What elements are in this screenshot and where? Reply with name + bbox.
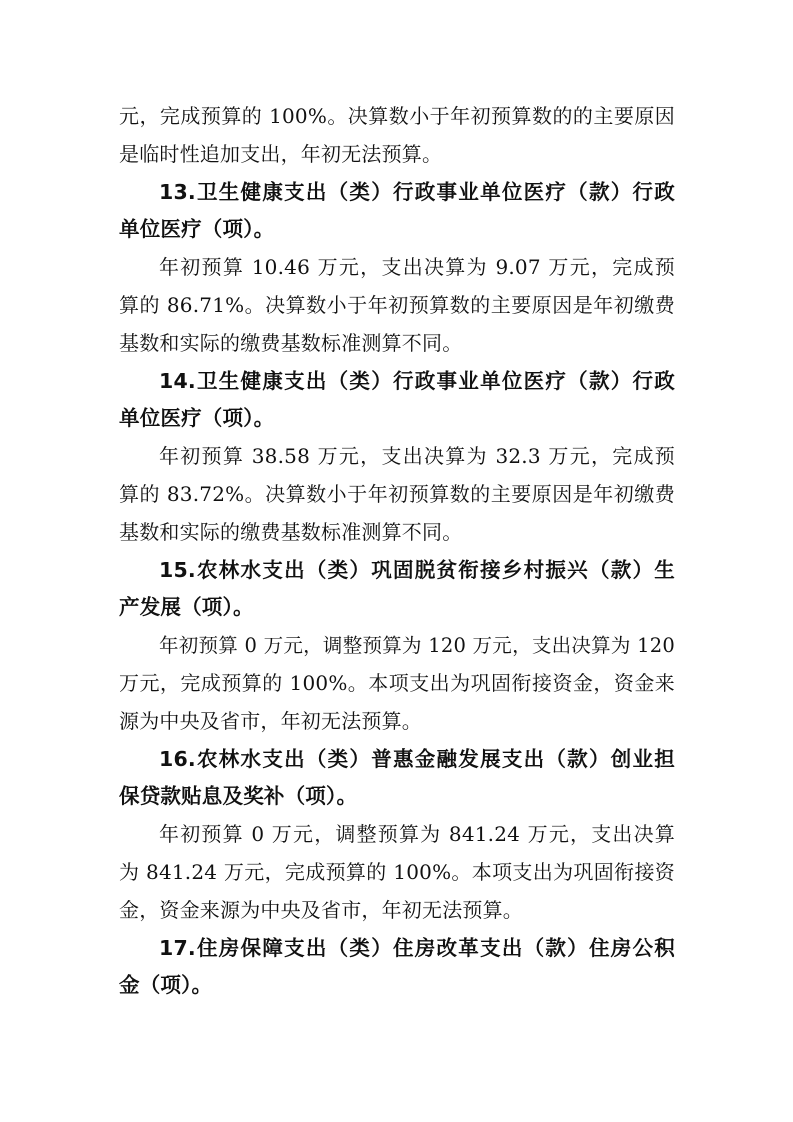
text-line: 源为中央及省市，年初无法预算。 <box>119 708 422 733</box>
text-line: 算的 83.72%。决算数小于年初预算数的主要原因是年初缴费 <box>119 481 675 506</box>
body-paragraph <box>119 249 675 362</box>
heading-line: 14.卫生健康支出（类）行政事业单位医疗（款）行政 <box>159 368 675 393</box>
heading-line: 13.卫生健康支出（类）行政事业单位医疗（款）行政 <box>159 179 675 204</box>
body-paragraph <box>119 627 675 740</box>
body-paragraph <box>119 438 675 551</box>
text-line: 年初预算 38.58 万元，支出决算为 32.3 万元，完成预 <box>159 444 675 469</box>
text-line: 基数和实际的缴费基数标准测算不同。 <box>119 330 463 355</box>
text-line: 算的 86.71%。决算数小于年初预算数的主要原因是年初缴费 <box>119 292 675 317</box>
text-line: 年初预算 0 万元，调整预算为 841.24 万元，支出决算 <box>159 822 675 847</box>
section-heading-17 <box>119 930 675 1006</box>
heading-line: 17.住房保障支出（类）住房改革支出（款）住房公积 <box>159 935 675 960</box>
heading-line: 产发展（项）。 <box>119 595 254 620</box>
text-line: 年初预算 0 万元，调整预算为 120 万元，支出决算为 120 <box>159 634 675 658</box>
section-heading-15 <box>119 552 675 628</box>
heading-line: 保贷款贴息及奖补（项）。 <box>119 784 358 809</box>
section-heading-13 <box>119 174 675 250</box>
text-line: 基数和实际的缴费基数标准测算不同。 <box>119 519 463 544</box>
text-line: 是临时性追加支出，年初无法预算。 <box>119 141 443 166</box>
text-line: 万元，完成预算的 100%。本项支出为巩固衔接资金，资金来 <box>119 670 675 695</box>
text-line: 为 841.24 万元，完成预算的 100%。本项支出为巩固衔接资 <box>119 859 675 884</box>
section-heading-16 <box>119 741 675 817</box>
text-line: 金，资金来源为中央及省市，年初无法预算。 <box>119 897 523 922</box>
heading-line: 15.农林水支出（类）巩固脱贫衔接乡村振兴（款）生 <box>159 557 675 582</box>
text-line: 年初预算 10.46 万元，支出决算为 9.07 万元，完成预 <box>159 255 675 280</box>
document-page <box>119 98 675 1005</box>
section-heading-14 <box>119 363 675 439</box>
text-line: 元，完成预算的 100%。决算数小于年初预算数的的主要原因 <box>119 104 675 128</box>
heading-line: 16.农林水支出（类）普惠金融发展支出（款）创业担 <box>159 746 675 771</box>
heading-line: 金（项）。 <box>119 973 213 998</box>
heading-line: 单位医疗（项）。 <box>119 406 275 431</box>
heading-line: 单位医疗（项）。 <box>119 217 275 242</box>
body-paragraph <box>119 98 675 174</box>
body-paragraph <box>119 816 675 929</box>
